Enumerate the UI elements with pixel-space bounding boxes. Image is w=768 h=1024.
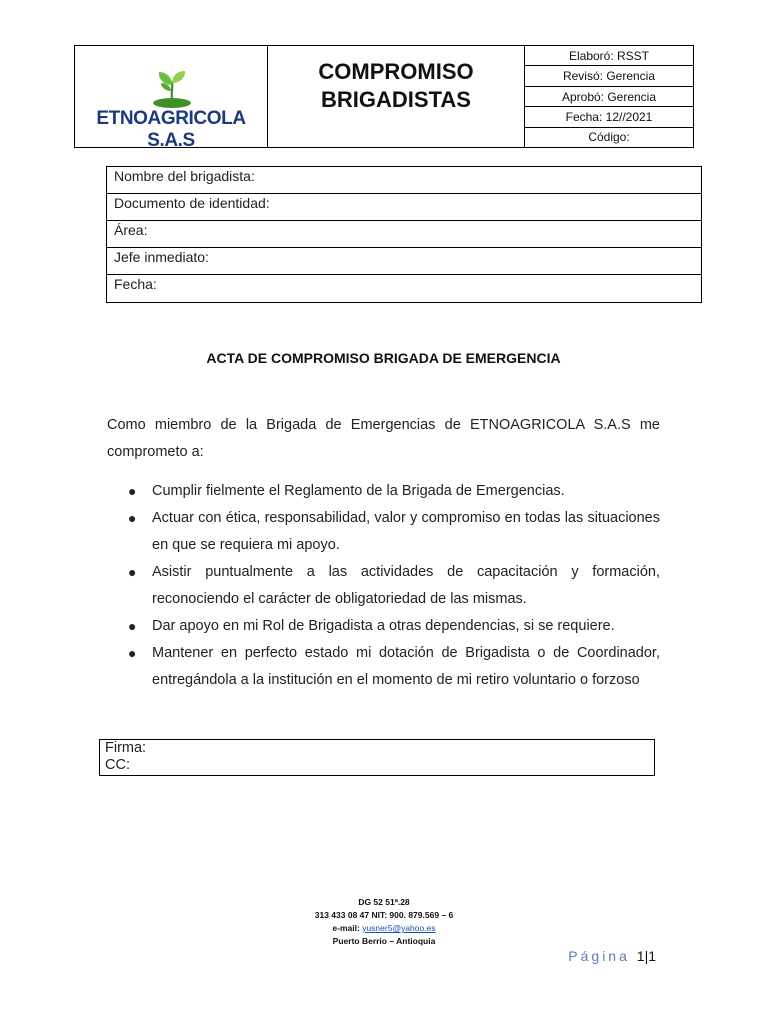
title-line-1: COMPROMISO xyxy=(318,59,474,84)
field-fecha[interactable]: Fecha: xyxy=(114,276,157,292)
list-item xyxy=(107,640,660,694)
bullet-icon: ● xyxy=(128,645,137,661)
meta-elaboro: Elaboró: RSST xyxy=(525,46,693,66)
meta-aprobo: Aprobó: Gerencia xyxy=(525,87,693,107)
document-control-table xyxy=(525,46,693,147)
page-footer xyxy=(0,896,768,948)
document-title xyxy=(318,58,473,114)
brigadista-info-table xyxy=(106,166,702,303)
footer-phone-nit: 313 433 08 47 NIT: 900. 879.569 – 6 xyxy=(314,910,454,920)
field-nombre[interactable]: Nombre del brigadista: xyxy=(107,167,701,194)
meta-reviso: Revisó: Gerencia xyxy=(525,66,693,86)
bullet-icon: ● xyxy=(128,510,137,526)
list-item-text: Mantener en perfecto estado mi dotación de Brigadista o de Coordinador, entregándola a la institución en el momento de mi retiro voluntario o forzoso xyxy=(152,645,660,688)
list-item-text: Cumplir fielmente el Reglamento de la Brigada de Emergencias. xyxy=(152,483,565,499)
page-total: 1 xyxy=(648,948,656,964)
page-current: 1 xyxy=(636,948,645,964)
company-logo-text: ETNOAGRICOLA S.A.S xyxy=(96,108,246,151)
signature-cc-label: CC: xyxy=(105,757,130,773)
footer-city: Puerto Berrio – Antioquia xyxy=(332,936,436,946)
list-item-text: Actuar con ética, responsabilidad, valor y compromiso en todas las situaciones en que se requiera mi apoyo. xyxy=(152,510,660,553)
meta-codigo: Código: xyxy=(588,130,630,145)
commitment-list xyxy=(107,478,660,694)
list-item xyxy=(107,559,660,613)
list-item xyxy=(107,478,660,505)
field-area[interactable]: Área: xyxy=(107,221,701,248)
signature-box[interactable] xyxy=(99,739,655,776)
plant-logo-icon xyxy=(147,69,197,109)
list-item xyxy=(107,613,660,640)
bullet-icon: ● xyxy=(128,618,137,634)
field-jefe[interactable]: Jefe inmediato: xyxy=(107,248,701,275)
document-header xyxy=(74,45,694,151)
field-documento[interactable]: Documento de identidad: xyxy=(107,194,701,221)
bullet-icon: ● xyxy=(128,483,137,499)
footer-email-line xyxy=(0,922,768,935)
page-number xyxy=(568,948,656,964)
act-title: ACTA DE COMPROMISO BRIGADA DE EMERGENCIA xyxy=(206,350,561,366)
signature-firma-label: Firma: xyxy=(105,740,147,756)
footer-email-label: e-mail: xyxy=(332,923,360,933)
footer-email-link[interactable]: yusner5@yahoo.es xyxy=(362,923,436,933)
meta-fecha: Fecha: 12//2021 xyxy=(525,107,693,127)
list-item-text: Asistir puntualmente a las actividades de capacitación y formación, reconociendo el carácter de obligatoriedad de las mismas. xyxy=(152,564,660,607)
title-line-2: BRIGADISTAS xyxy=(321,87,471,112)
document-title-cell xyxy=(268,46,525,147)
list-item xyxy=(107,505,660,559)
intro-paragraph: Como miembro de la Brigada de Emergencias de ETNOAGRICOLA S.A.S me comprometo a: xyxy=(107,417,660,460)
list-item-text: Dar apoyo en mi Rol de Brigadista a otras dependencias, si se requiere. xyxy=(152,618,615,634)
footer-address: DG 52 51ª.28 xyxy=(358,897,410,907)
bullet-icon: ● xyxy=(128,564,137,580)
page-separator: | xyxy=(644,948,649,964)
logo-cell xyxy=(75,46,268,151)
page-label: Página xyxy=(568,948,630,964)
